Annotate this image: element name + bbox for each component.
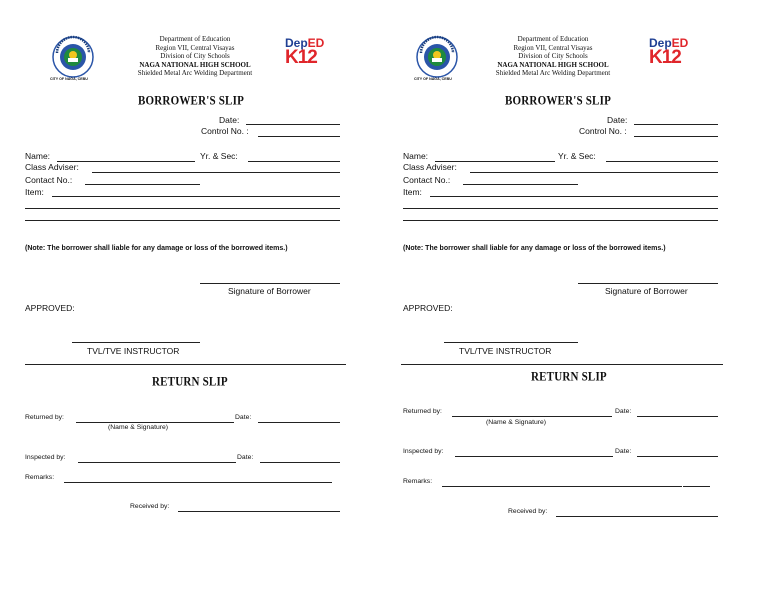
control-no-field[interactable]	[258, 136, 340, 137]
logo-ed-text: ED	[671, 36, 689, 50]
item-label: Item:	[403, 187, 422, 197]
name-signature-hint: (Name & Signature)	[486, 419, 547, 426]
yr-sec-label: Yr. & Sec:	[558, 151, 596, 161]
borrower-note: (Note: The borrower shall liable for any damage or loss of the borrowed items.)	[403, 245, 666, 252]
received-by-field[interactable]	[178, 511, 340, 512]
header-department: Shielded Metal Arc Welding Department	[495, 69, 611, 77]
inspect-date-field[interactable]	[637, 456, 718, 457]
contact-no-label: Contact No.:	[403, 175, 451, 185]
date-field[interactable]	[246, 124, 340, 125]
item-field-3[interactable]	[403, 220, 718, 221]
inspected-by-field[interactable]	[78, 462, 236, 463]
signature-label: Signature of Borrower	[228, 286, 311, 296]
deped-k12-logo	[285, 37, 337, 69]
class-adviser-field[interactable]	[470, 172, 718, 173]
header-division: Division of City Schools	[518, 52, 588, 60]
inspect-date-field[interactable]	[260, 462, 340, 463]
return-date-label: Date:	[235, 414, 252, 421]
logo-k12-text: K12	[649, 47, 681, 68]
class-adviser-label: Class Adviser:	[25, 162, 79, 172]
yr-sec-field[interactable]	[248, 161, 340, 162]
return-slip-title: RETURN SLIP	[531, 370, 607, 384]
item-field-1[interactable]	[52, 196, 340, 197]
remarks-field[interactable]	[64, 482, 308, 483]
instructor-label: TVL/TVE INSTRUCTOR	[87, 346, 180, 356]
contact-no-field[interactable]	[85, 184, 200, 185]
school-header	[468, 35, 638, 78]
control-no-label: Control No. :	[201, 126, 249, 136]
item-field-2[interactable]	[25, 208, 340, 209]
item-field-2[interactable]	[403, 208, 718, 209]
borrower-note: (Note: The borrower shall liable for any damage or loss of the borrowed items.)	[25, 245, 288, 252]
name-label: Name:	[403, 151, 429, 161]
borrower-slip-title: BORROWER'S SLIP	[138, 94, 244, 108]
inspect-date-label: Date:	[237, 454, 254, 461]
yr-sec-label: Yr. & Sec:	[200, 151, 238, 161]
return-slip-title: RETURN SLIP	[152, 375, 228, 389]
header-region: Region VII, Central Visayas	[513, 43, 593, 52]
borrower-slip-title: BORROWER'S SLIP	[505, 94, 611, 108]
class-adviser-field[interactable]	[92, 172, 340, 173]
received-by-field[interactable]	[556, 516, 718, 517]
returned-by-label: Returned by:	[403, 408, 442, 415]
name-label: Name:	[25, 151, 51, 161]
logo-k12-text: K12	[285, 47, 317, 68]
return-date-field[interactable]	[258, 422, 340, 423]
header-department: Shielded Metal Arc Welding Department	[137, 69, 253, 77]
seal-caption: CITY OF NAGA, CEBU	[414, 77, 452, 81]
date-label: Date:	[219, 115, 240, 125]
yr-sec-field[interactable]	[606, 161, 718, 162]
header-region: Region VII, Central Visayas	[155, 43, 235, 52]
slip-divider	[25, 364, 346, 365]
approved-label: APPROVED:	[25, 303, 75, 313]
signature-field[interactable]	[200, 283, 340, 284]
remarks-field-end[interactable]	[683, 486, 710, 487]
inspect-date-label: Date:	[615, 448, 632, 455]
returned-by-field[interactable]	[76, 422, 234, 423]
header-dept: Department of Education	[159, 35, 231, 43]
remarks-label: Remarks:	[403, 478, 433, 485]
date-label: Date:	[607, 115, 628, 125]
return-date-label: Date:	[615, 408, 632, 415]
item-field-1[interactable]	[430, 196, 718, 197]
right-slip	[378, 0, 768, 594]
logo-dep-text: Dep	[649, 36, 672, 50]
slip-divider	[401, 364, 723, 365]
control-no-field[interactable]	[634, 136, 718, 137]
instructor-signature-field[interactable]	[72, 342, 200, 343]
remarks-label: Remarks:	[25, 474, 55, 481]
date-field[interactable]	[634, 124, 718, 125]
received-by-label: Received by:	[130, 503, 170, 510]
header-school: NAGA NATIONAL HIGH SCHOOL	[139, 60, 251, 69]
contact-no-label: Contact No.:	[25, 175, 73, 185]
school-header	[110, 35, 280, 78]
instructor-label: TVL/TVE INSTRUCTOR	[459, 346, 552, 356]
name-signature-hint: (Name & Signature)	[108, 424, 169, 431]
return-date-field[interactable]	[637, 416, 718, 417]
school-seal-icon	[50, 35, 96, 81]
instructor-signature-field[interactable]	[444, 342, 578, 343]
received-by-label: Received by:	[508, 508, 548, 515]
deped-k12-logo	[649, 37, 701, 69]
header-division: Division of City Schools	[160, 52, 230, 60]
remarks-field[interactable]	[442, 486, 682, 487]
contact-no-field[interactable]	[463, 184, 578, 185]
class-adviser-label: Class Adviser:	[403, 162, 457, 172]
item-label: Item:	[25, 187, 44, 197]
approved-label: APPROVED:	[403, 303, 453, 313]
returned-by-label: Returned by:	[25, 414, 64, 421]
inspected-by-label: Inspected by:	[403, 448, 444, 455]
school-seal-icon	[414, 35, 460, 81]
remarks-field-end[interactable]	[306, 482, 332, 483]
item-field-3[interactable]	[25, 220, 340, 221]
signature-label: Signature of Borrower	[605, 286, 688, 296]
inspected-by-label: Inspected by:	[25, 454, 66, 461]
signature-field[interactable]	[578, 283, 718, 284]
header-school: NAGA NATIONAL HIGH SCHOOL	[497, 60, 609, 69]
seal-caption: CITY OF NAGA, CEBU	[50, 77, 88, 81]
logo-ed-text: ED	[307, 36, 325, 50]
returned-by-field[interactable]	[452, 416, 612, 417]
header-dept: Department of Education	[517, 35, 589, 43]
control-no-label: Control No. :	[579, 126, 627, 136]
inspected-by-field[interactable]	[455, 456, 613, 457]
logo-dep-text: Dep	[285, 36, 308, 50]
